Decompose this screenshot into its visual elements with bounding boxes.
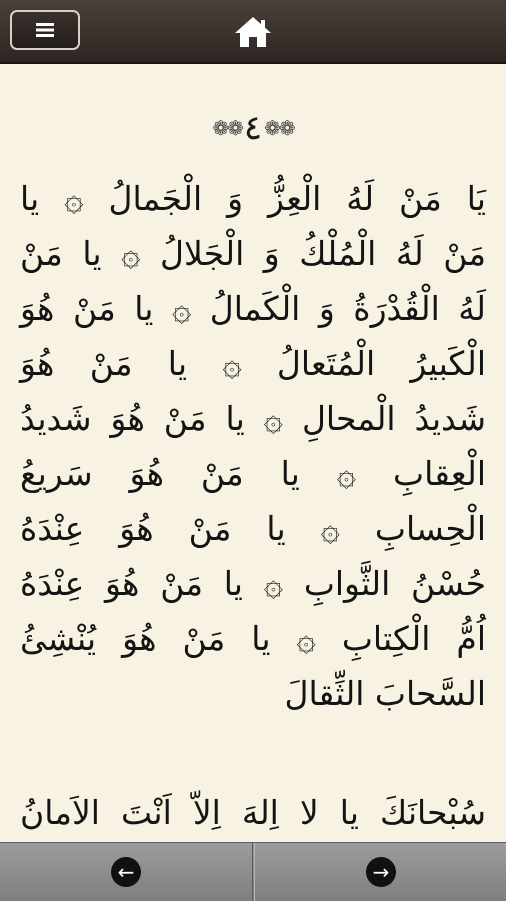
arrow-left-circle-icon: ← [111, 857, 141, 887]
text-line: سُبْحانَكَ يا لا اِلهَ اِلاّ اَنْتَ الاَمانُ [20, 793, 486, 832]
home-button[interactable] [233, 14, 273, 50]
previous-button[interactable] [0, 843, 253, 901]
home-icon [233, 15, 273, 49]
ornament-icon: ❁❁ [212, 116, 242, 140]
text-line: لَهُ الْقُدْرَةُ وَ الْكَمالُ ۞ يا مَنْ هُوَ [20, 289, 486, 328]
section-number: ٤ [243, 108, 263, 148]
menu-button[interactable] [10, 10, 80, 50]
bottom-nav-bar [0, 842, 506, 901]
text-line: الْكَبيرُ الْمُتَعالُ ۞ يا مَنْ هُوَ [20, 344, 486, 383]
text-line [20, 722, 486, 776]
hamburger-icon [36, 23, 54, 37]
text-line: مَنْ لَهُ الْمُلْكُ وَ الْجَلالُ ۞ يا مَنْ [20, 234, 486, 273]
text-line: الْعِقابِ ۞ يا مَنْ هُوَ سَريعُ [20, 454, 486, 493]
text-line: شَديدُ الْمحالِ ۞ يا مَنْ هُوَ شَديدُ [20, 399, 486, 438]
arrow-right-circle-icon: → [366, 857, 396, 887]
text-line: حُسْنُ الثَّوابِ ۞ يا مَنْ هُوَ عِنْدَهُ [20, 564, 486, 603]
text-line: اُمُّ الْكِتابِ ۞ يا مَنْ هُوَ يُنْشِئُ [20, 619, 486, 658]
text-line: الْحِسابِ ۞ يا مَنْ هُوَ عِنْدَهُ [20, 509, 486, 548]
prayer-text-area[interactable] [0, 64, 506, 842]
text-line: السَّحابَ الثِّقالَ [284, 674, 486, 713]
next-button[interactable] [254, 843, 506, 901]
top-bar [0, 0, 506, 64]
text-line: يَا مَنْ لَهُ الْعِزُّ وَ الْجَمالُ ۞ يا [20, 179, 486, 218]
section-heading [0, 104, 506, 152]
ornament-icon: ❁❁ [264, 116, 294, 140]
